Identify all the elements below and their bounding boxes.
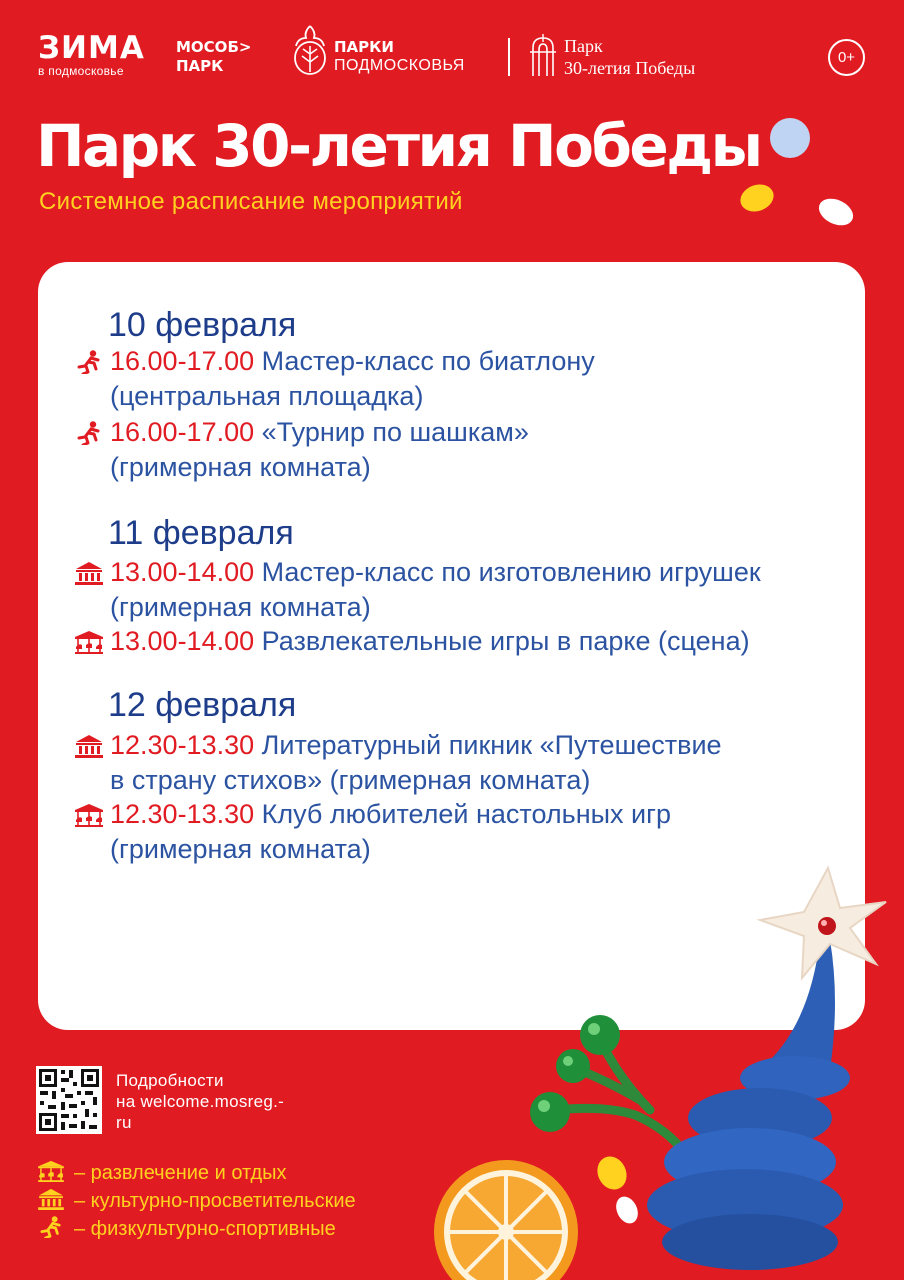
event-text [110, 415, 529, 485]
page-title: Парк 30-летия Победы [36, 112, 761, 180]
zima-logo [38, 32, 145, 78]
decorative-dots [735, 110, 865, 230]
park30-emblem-icon [528, 34, 558, 76]
event-location: (гримерная комната) [110, 592, 371, 622]
carousel-icon [74, 803, 104, 827]
blue-dot [770, 118, 810, 158]
museum-icon [36, 1188, 66, 1210]
event-time: 16.00-17.00 [110, 417, 255, 447]
event-time: 12.30-13.30 [110, 799, 255, 829]
christmas-tree-icon [647, 940, 850, 1270]
legend-item-entertainment [36, 1160, 287, 1185]
event-title: Мастер-класс по изготовлению игрушек [261, 557, 761, 587]
event-time: 13.00-14.00 [110, 626, 255, 656]
running-icon [74, 421, 104, 445]
event-text [110, 344, 595, 414]
legend-label: – культурно-просветительские [74, 1190, 356, 1212]
event-text [110, 797, 671, 867]
event-time: 12.30-13.30 [110, 730, 255, 760]
legend-item-sports [36, 1216, 336, 1241]
qr-code[interactable] [36, 1066, 102, 1134]
event-title: Развлекательные игры в парке (сцена) [261, 626, 750, 656]
legend-label: – развлечение и отдых [74, 1162, 287, 1184]
details-line: Подробности [116, 1071, 224, 1090]
event-location: (гримерная комната) [110, 452, 371, 482]
qr-code-image [36, 1066, 102, 1134]
zima-logo-subtext: в подмосковье [38, 64, 124, 78]
mosob-park-logo [176, 38, 251, 76]
mosob-logo-line1: МОСОБ> [176, 38, 252, 56]
event-location: в страну стихов» (гримерная комната) [110, 765, 591, 795]
event-time: 16.00-17.00 [110, 346, 255, 376]
yellow-dot [737, 180, 778, 216]
legend-item-cultural [36, 1188, 356, 1213]
event-text [110, 728, 722, 798]
event-title: «Турнир по шашкам» [261, 417, 529, 447]
museum-icon [74, 561, 104, 585]
day-date: 12 февраля [108, 686, 297, 724]
park30-logo-line1: Парк [564, 36, 603, 56]
berries-sprig-icon [530, 1015, 690, 1160]
event-location: (центральная площадка) [110, 381, 424, 411]
event-title: Литературный пикник «Путешествие [261, 730, 722, 760]
running-icon [74, 350, 104, 374]
event-text [110, 624, 750, 659]
decorative-illustration [420, 860, 904, 1280]
event-text [110, 555, 761, 625]
event-location: (гримерная комната) [110, 834, 371, 864]
carousel-icon [36, 1160, 66, 1182]
zima-logo-text: ЗИМА [38, 30, 145, 66]
day-date: 11 февраля [108, 514, 294, 552]
legend-label: – физкультурно-спортивные [74, 1218, 336, 1240]
mosob-logo-line2: ПАРК [176, 57, 224, 75]
white-dot [612, 1193, 642, 1227]
parki-podmoskovya-logo [290, 22, 500, 78]
museum-icon [74, 734, 104, 758]
event-time: 13.00-14.00 [110, 557, 255, 587]
header-divider [508, 38, 510, 76]
parki-logo-line1: ПАРКИ [334, 38, 394, 56]
event-title: Клуб любителей настольных игр [261, 799, 671, 829]
age-rating-badge: 0+ [828, 39, 865, 76]
park30-logo-line2: 30-летия Победы [564, 58, 696, 78]
parki-logo-line2: ПОДМОСКОВЬЯ [334, 57, 465, 74]
details-link[interactable]: на welcome.mosreg.- [116, 1092, 285, 1111]
carousel-icon [74, 630, 104, 654]
details-text [116, 1070, 284, 1133]
running-icon [36, 1216, 66, 1238]
orange-slice-icon [434, 1160, 578, 1280]
event-title: Мастер-класс по биатлону [261, 346, 595, 376]
day-date: 10 февраля [108, 306, 297, 344]
page-subtitle: Системное расписание мероприятий [39, 188, 463, 215]
white-dot [815, 194, 858, 230]
yellow-dot [592, 1152, 632, 1195]
details-link-end[interactable]: ru [116, 1113, 132, 1132]
parki-emblem-icon [290, 22, 330, 78]
